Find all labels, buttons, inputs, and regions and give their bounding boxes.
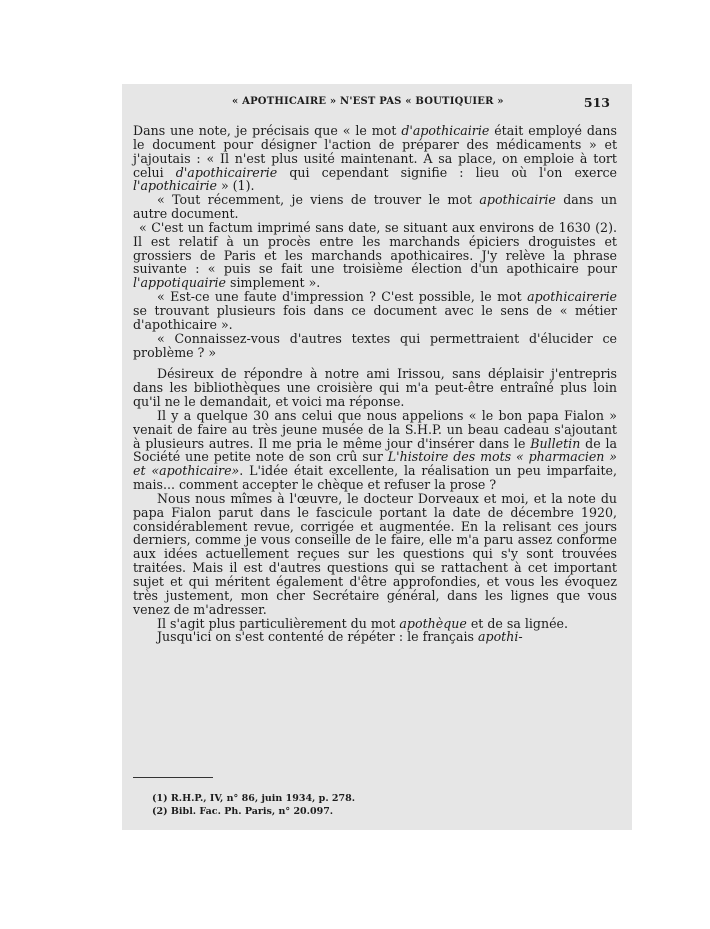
text-run: Dans une note, je précisais que « le mot — [133, 123, 402, 138]
paragraph — [133, 409, 617, 492]
text-run: « Connaissez-vous d'autres textes qui permettraient d'élucider ce problème ? » — [133, 330, 617, 360]
italic-text-run: d'apothicairie — [401, 123, 490, 138]
text-run: Il y a quelque 30 ans celui que nous appelions « le bon papa Fialon » venait de faire au très jeune musée de la S.H.P. un beau cadeau s'ajoutant à plusieurs autres. Il me pria le même jour d'insérer dans le — [133, 407, 617, 451]
text-run: « Tout récemment, je viens de trouver le mot — [157, 192, 480, 208]
scanned-page — [122, 84, 632, 830]
text-run: et de sa lignée. — [466, 615, 568, 631]
text-run: Il s'agit plus particulièrement du mot — [157, 615, 400, 631]
text-run: Jusqu'ici on s'est contenté de répéter : le français — [157, 629, 478, 645]
italic-text-run: apothicairerie — [527, 289, 617, 305]
footnote-rule — [133, 777, 213, 778]
text-run: de la Société une petite note de son crû sur — [133, 435, 617, 465]
text-run: simplement ». — [226, 275, 321, 291]
text-run: dans un autre document. — [133, 192, 617, 222]
text-run: était employé dans le document pour désigner l'action de préparer des médicaments » et j'ajoutais : « Il n'est plus usité maintenant. A sa place, on emploie à tort celui — [133, 123, 617, 180]
text-run: » (1). — [216, 178, 255, 194]
footnote: (1) R.H.P., IV, n° 86, juin 1934, p. 278. — [152, 793, 356, 804]
paragraph — [133, 630, 617, 644]
italic-text-run: l'appotiquairie — [133, 275, 227, 291]
italic-text-run: l'apothicairie — [133, 178, 217, 194]
paragraph — [133, 124, 617, 193]
page-number: 513 — [583, 95, 610, 110]
text-run: Nous nous mîmes à l'œuvre, le docteur Dorveaux et moi, et la note du papa Fialon parut dans le fascicule portant la date de décembre 1920, considérablement revue, corrigée et augmentée. En la relisant ces jours derniers, comme je vous conseille de le faire, elle m'a paru assez conforme aux idées actuellement reçues sur les questions qui s'y sont trouvées traitées. Mais il est d'autres questions qui se rattachent à cet important sujet et qui méritent également d'être approfondies, et vous les évoquez très justement, mon cher Secrétaire général, dans les lignes que vous venez de m'adresser. — [133, 490, 617, 617]
italic-text-run: Bulletin — [530, 435, 581, 451]
paragraph — [133, 221, 617, 290]
text-run: se trouvant plusieurs fois dans ce document avec le sens de « métier d'apothicaire ». — [133, 302, 617, 332]
text-run: Désireux de répondre à notre ami Irissou, sans déplaisir j'entrepris dans les bibliothèques une croisière qui m'a peut-être entraîné plus loin qu'il ne le demandait, et voici ma réponse. — [133, 366, 617, 410]
italic-text-run: d'apothicairerie — [175, 164, 278, 180]
italic-text-run: apothi- — [478, 629, 523, 645]
running-title: « APOTHICAIRE » N'EST PAS « BOUTIQUIER » — [232, 96, 504, 107]
paragraph — [133, 492, 617, 617]
italic-text-run: L'histoire des mots « pharmacien » et «apothicaire» — [133, 449, 617, 479]
footnote: (2) Bibl. Fac. Ph. Paris, n° 20.097. — [152, 806, 334, 817]
italic-text-run: apothicairie — [479, 192, 556, 208]
paragraph — [133, 617, 617, 631]
text-run: « Est-ce une faute d'impression ? C'est possible, le mot — [157, 289, 528, 305]
italic-text-run: apothèque — [399, 615, 467, 631]
paragraph — [133, 193, 617, 221]
body-text — [133, 124, 617, 644]
text-run: qui cependant signifie : lieu où l'on exerce — [277, 164, 617, 180]
text-run: « C'est un factum imprimé sans date, se situant aux environs de 1630 (2). Il est relatif à un procès entre les marchands épiciers droguistes et grossiers de Paris et les marchands apothicaires. J'y relève la phrase suivante : « puis se fait une troisième élection d'un apothicaire pour — [133, 219, 617, 277]
text-run: . L'idée était excellente, la réalisation un peu imparfaite, mais... comment accepter le chèque et refuser la prose ? — [133, 463, 618, 493]
footnotes — [152, 792, 355, 818]
paragraph — [133, 332, 617, 360]
page-header — [122, 96, 632, 112]
paragraph — [133, 367, 617, 409]
paragraph — [133, 290, 617, 332]
